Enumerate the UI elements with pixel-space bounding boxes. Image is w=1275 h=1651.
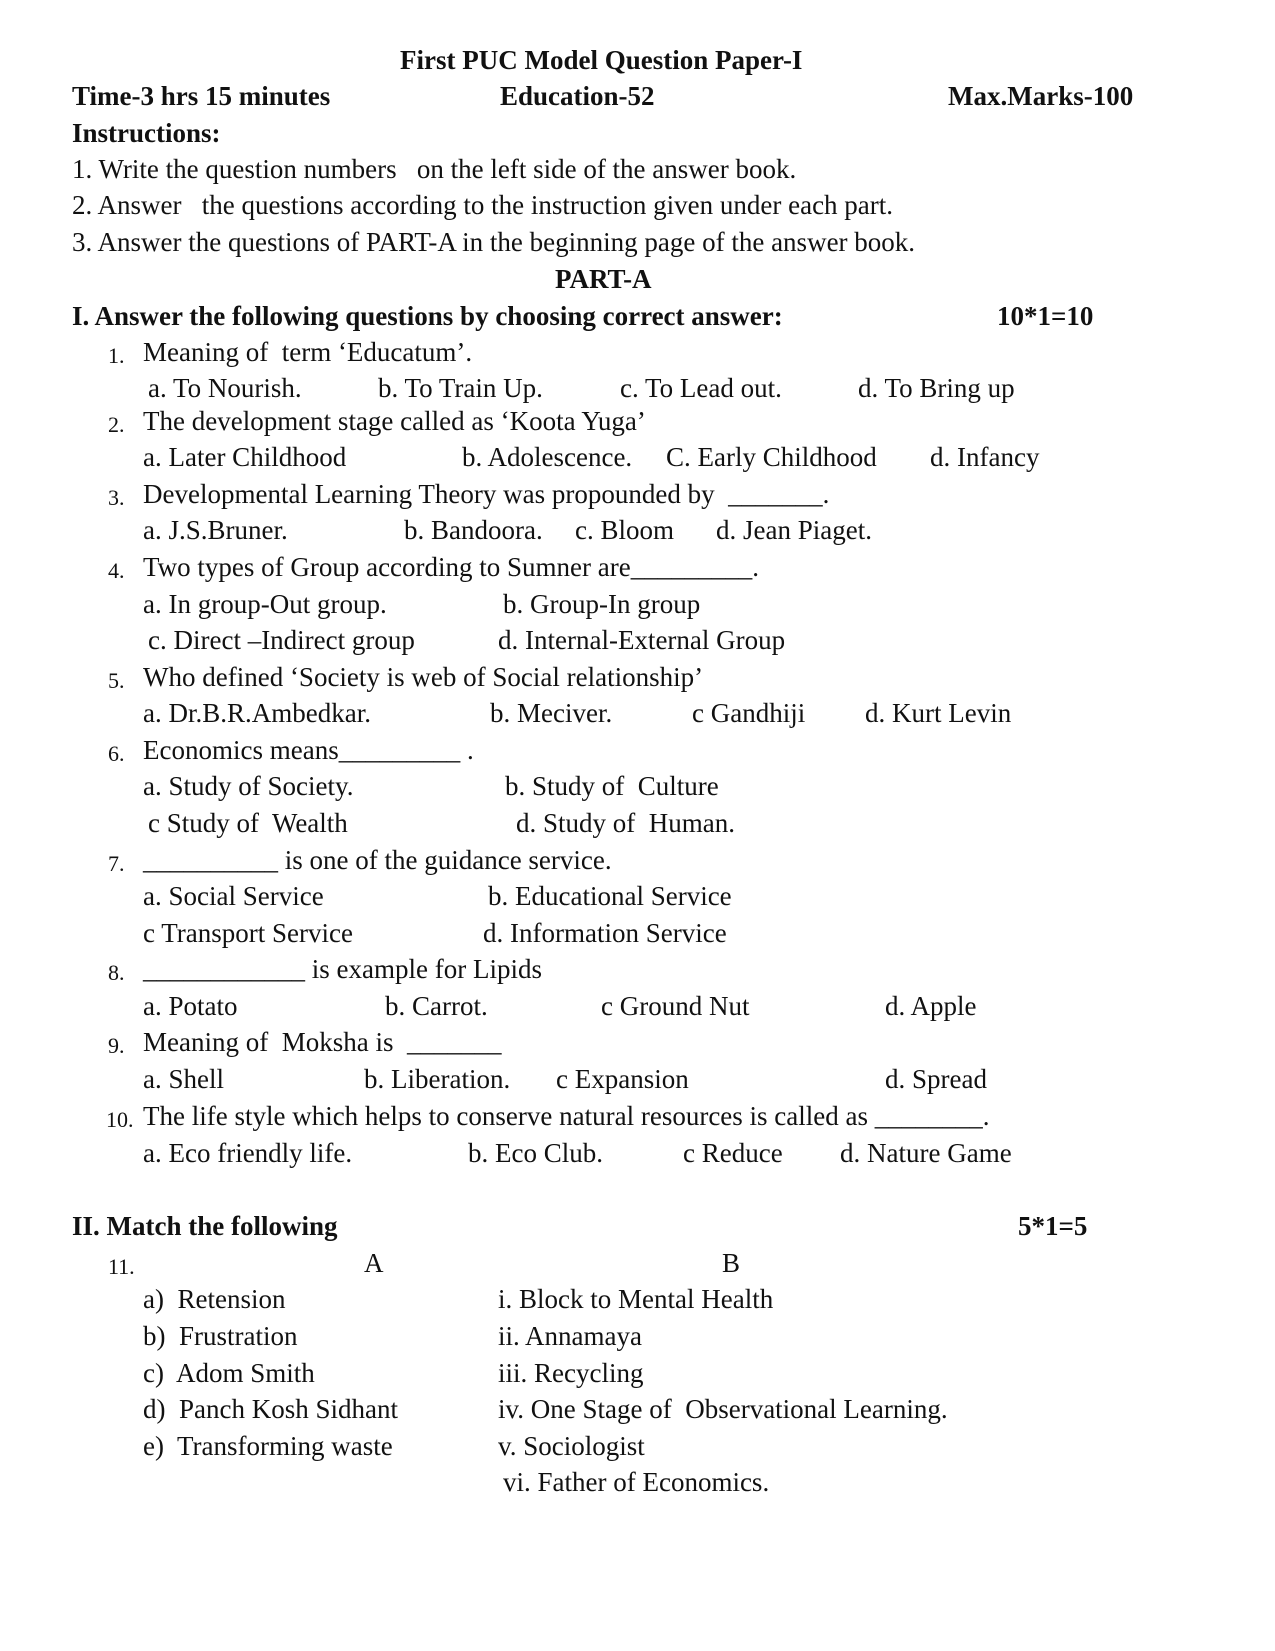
option: a. To Nourish.	[148, 373, 302, 403]
subject-code: Education-52	[500, 81, 655, 111]
question-text: Meaning of term ‘Educatum’.	[143, 337, 473, 367]
max-marks: Max.Marks-100	[948, 81, 1134, 111]
match-item-a: a) Retension	[143, 1284, 286, 1314]
question-text: Meaning of Moksha is _______	[143, 1027, 502, 1057]
question-number: 5.	[108, 668, 125, 693]
question-number: 6.	[108, 741, 125, 766]
option: d. Spread	[885, 1064, 987, 1094]
option: c. Direct –Indirect group	[148, 625, 415, 655]
option: c Ground Nut	[601, 991, 750, 1021]
question-text: __________ is one of the guidance service.	[143, 845, 612, 875]
question-number: 3.	[108, 485, 125, 510]
column-a-heading: A	[364, 1248, 384, 1278]
question-number: 7.	[108, 851, 125, 876]
match-item-b: iii. Recycling	[498, 1358, 644, 1388]
instruction-item: 1. Write the question numbers on the left side of the answer book.	[72, 154, 797, 184]
option: d. Internal-External Group	[498, 625, 786, 655]
option: b. Bandoora.	[404, 515, 543, 545]
option: b. Group-In group	[503, 589, 701, 619]
section-2-heading: II. Match the following	[72, 1211, 338, 1241]
question-number: 1.	[108, 343, 125, 368]
question-text: Who defined ‘Society is web of Social relationship’	[143, 662, 704, 692]
section-1-marks: 10*1=10	[997, 301, 1094, 331]
option: a. Shell	[143, 1064, 224, 1094]
instruction-item: 2. Answer the questions according to the instruction given under each part.	[72, 190, 894, 220]
option: d. Jean Piaget.	[716, 515, 872, 545]
question-number: 9.	[108, 1033, 125, 1058]
option: a. In group-Out group.	[143, 589, 387, 619]
question-text: ____________ is example for Lipids	[143, 954, 542, 984]
question-number: 8.	[108, 960, 125, 985]
section-1-heading: I. Answer the following questions by choosing correct answer:	[72, 301, 783, 331]
match-item-b: iv. One Stage of Observational Learning.	[498, 1394, 948, 1424]
option: a. Later Childhood	[143, 442, 347, 472]
option: d. Infancy	[930, 442, 1040, 472]
option: d. Nature Game	[840, 1138, 1012, 1168]
option: d. Study of Human.	[516, 808, 735, 838]
question-number: 4.	[108, 558, 125, 583]
option: c Study of Wealth	[148, 808, 348, 838]
option: a. Potato	[143, 991, 238, 1021]
match-item-b: vi. Father of Economics.	[503, 1467, 770, 1497]
option: b. Eco Club.	[468, 1138, 603, 1168]
question-text: The development stage called as ‘Koota Yuga’	[143, 406, 646, 436]
part-a-heading: PART-A	[555, 264, 652, 294]
option: c Reduce	[683, 1138, 783, 1168]
question-number: 2.	[108, 412, 125, 437]
option: b. Adolescence.	[462, 442, 633, 472]
section-2-marks: 5*1=5	[1018, 1211, 1088, 1241]
option: a. J.S.Bruner.	[143, 515, 288, 545]
option: b. Educational Service	[488, 881, 732, 911]
match-item-a: e) Transforming waste	[143, 1431, 393, 1461]
question-text: Economics means_________ .	[143, 735, 474, 765]
option: c. Bloom	[575, 515, 674, 545]
option: a. Social Service	[143, 881, 324, 911]
option: c. To Lead out.	[620, 373, 782, 403]
option: b. Meciver.	[490, 698, 613, 728]
option: d. To Bring up	[858, 373, 1015, 403]
option: b. Study of Culture	[505, 771, 719, 801]
option: d. Kurt Levin	[865, 698, 1012, 728]
option: C. Early Childhood	[666, 442, 877, 472]
option: a. Dr.B.R.Ambedkar.	[143, 698, 371, 728]
match-item-a: b) Frustration	[143, 1321, 298, 1351]
option: b. Carrot.	[385, 991, 488, 1021]
instruction-item: 3. Answer the questions of PART-A in the beginning page of the answer book.	[72, 227, 916, 257]
instructions-heading: Instructions:	[72, 118, 221, 148]
question-number: 10.	[106, 1107, 134, 1132]
match-item-b: i. Block to Mental Health	[498, 1284, 774, 1314]
option: b. To Train Up.	[378, 373, 543, 403]
column-b-heading: B	[722, 1248, 741, 1278]
option: d. Information Service	[483, 918, 727, 948]
question-text: Two types of Group according to Sumner are_________.	[143, 552, 759, 582]
time-duration: Time-3 hrs 15 minutes	[72, 81, 331, 111]
match-item-a: d) Panch Kosh Sidhant	[143, 1394, 398, 1424]
question-text: Developmental Learning Theory was propounded by _______.	[143, 479, 830, 509]
option: b. Liberation.	[364, 1064, 511, 1094]
paper-title: First PUC Model Question Paper-I	[400, 45, 803, 75]
question-text: The life style which helps to conserve natural resources is called as ________.	[143, 1101, 990, 1131]
option: c Gandhiji	[692, 698, 806, 728]
match-item-a: c) Adom Smith	[143, 1358, 315, 1388]
option: c Transport Service	[143, 918, 353, 948]
match-item-b: ii. Annamaya	[498, 1321, 642, 1351]
question-number: 11.	[108, 1254, 135, 1279]
match-item-b: v. Sociologist	[498, 1431, 645, 1461]
option: a. Eco friendly life.	[143, 1138, 353, 1168]
option: a. Study of Society.	[143, 771, 354, 801]
option: c Expansion	[556, 1064, 689, 1094]
option: d. Apple	[885, 991, 977, 1021]
